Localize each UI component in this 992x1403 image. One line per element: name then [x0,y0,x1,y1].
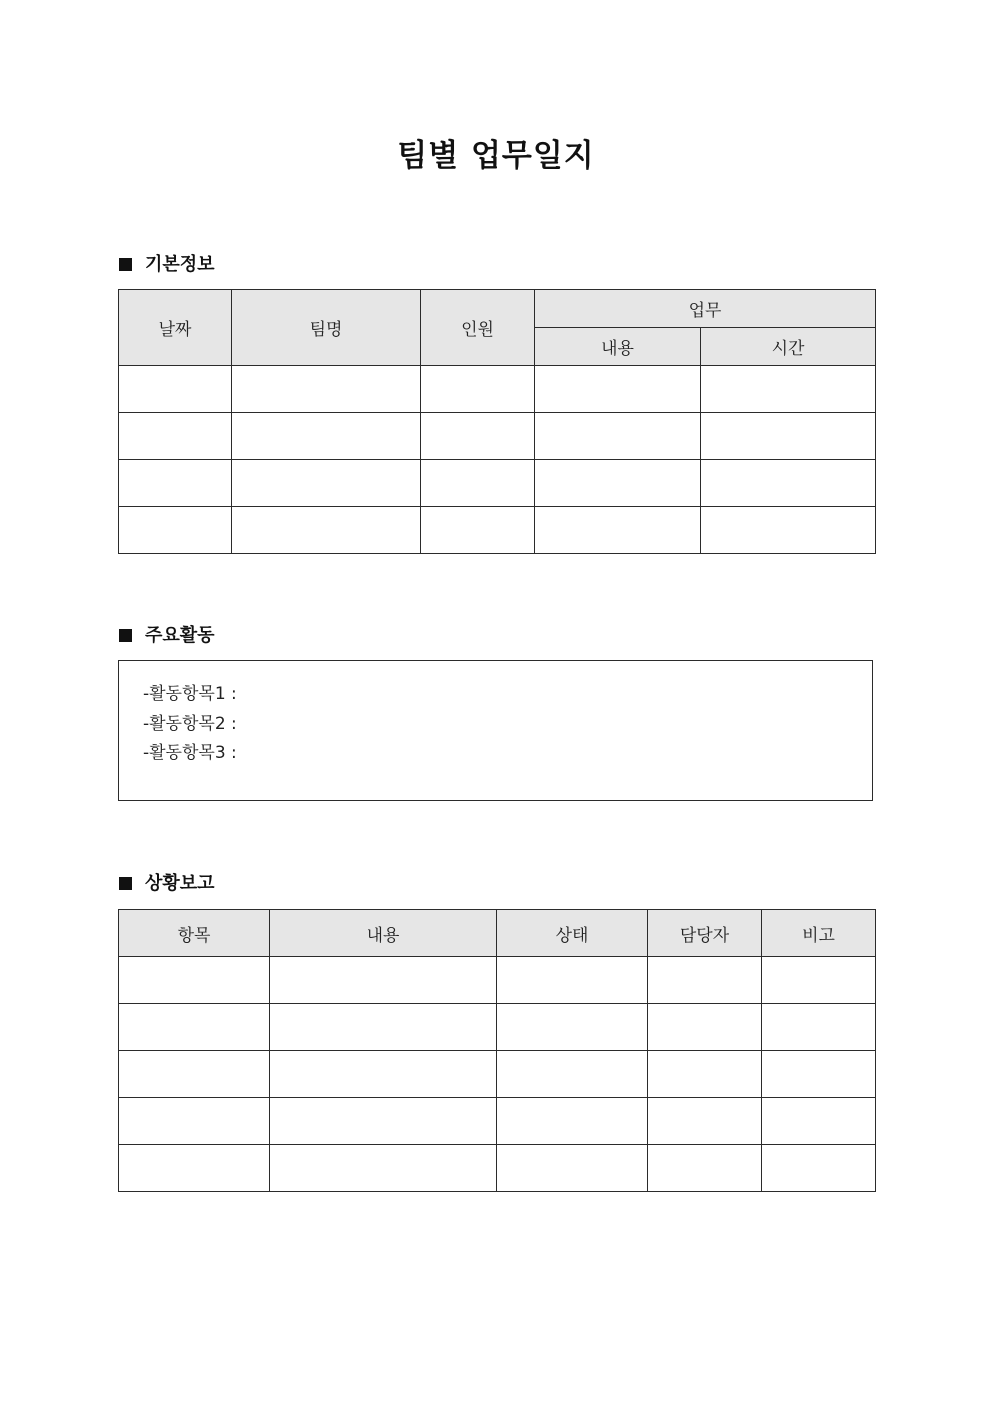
table-cell[interactable] [421,507,535,554]
table-cell[interactable] [648,1145,762,1192]
table-row [119,507,876,554]
table-row [119,366,876,413]
header-work-time: 시간 [701,328,876,366]
table-cell[interactable] [762,1004,876,1051]
table-cell[interactable] [497,957,648,1004]
header-work-content: 내용 [535,328,701,366]
status-report-table [118,909,876,1192]
header-team-name: 팀명 [232,290,421,366]
table-cell[interactable] [762,1051,876,1098]
table-row [119,1145,876,1192]
table-cell[interactable] [535,413,701,460]
section-heading-label: 기본정보 [145,254,215,275]
table-cell[interactable] [270,1098,497,1145]
header-personnel: 인원 [421,290,535,366]
table-cell[interactable] [421,460,535,507]
table-cell[interactable] [535,460,701,507]
square-bullet-icon [119,877,132,890]
activity-box [118,660,873,801]
table-row [119,413,876,460]
table-cell[interactable] [270,1051,497,1098]
table-row [119,957,876,1004]
table-cell[interactable] [232,507,421,554]
table-cell[interactable] [701,366,876,413]
table-cell[interactable] [701,460,876,507]
table-cell[interactable] [648,1051,762,1098]
table-cell[interactable] [119,957,270,1004]
table-cell[interactable] [762,957,876,1004]
table-cell[interactable] [535,507,701,554]
activity-list [119,661,872,769]
table-cell[interactable] [119,1051,270,1098]
table-cell[interactable] [119,1145,270,1192]
table-cell[interactable] [701,413,876,460]
table-cell[interactable] [497,1098,648,1145]
header-assignee: 담당자 [648,910,762,957]
square-bullet-icon [119,629,132,642]
table-row [119,460,876,507]
table-cell[interactable] [421,366,535,413]
table-cell[interactable] [535,366,701,413]
table-cell[interactable] [421,413,535,460]
table-cell[interactable] [762,1098,876,1145]
list-item: -활동항목3 : [143,743,237,763]
table-cell[interactable] [119,460,232,507]
list-item: -활동항목1 : [143,684,237,704]
section-heading-status-report [119,872,215,896]
header-remarks: 비고 [762,910,876,957]
table-cell[interactable] [119,413,232,460]
table-row [119,1051,876,1098]
table-cell[interactable] [270,1145,497,1192]
section-heading-main-activities [119,624,215,648]
section-heading-label: 상황보고 [145,873,215,894]
section-heading-basic-info [119,253,215,277]
header-content: 내용 [270,910,497,957]
table-cell[interactable] [497,1051,648,1098]
table-cell[interactable] [701,507,876,554]
table-row [119,1098,876,1145]
table-cell[interactable] [232,460,421,507]
table-cell[interactable] [232,413,421,460]
header-item: 항목 [119,910,270,957]
page-title: 팀별 업무일지 [397,138,595,174]
table-cell[interactable] [119,1098,270,1145]
header-date: 날짜 [119,290,232,366]
table-cell[interactable] [232,366,421,413]
header-status: 상태 [497,910,648,957]
table-cell[interactable] [119,366,232,413]
table-cell[interactable] [270,1004,497,1051]
table-cell[interactable] [648,957,762,1004]
table-cell[interactable] [119,1004,270,1051]
table-cell[interactable] [648,1098,762,1145]
header-work: 업무 [535,290,876,328]
table-cell[interactable] [497,1145,648,1192]
table-cell[interactable] [119,507,232,554]
basic-info-table [118,289,876,554]
table-row [119,1004,876,1051]
square-bullet-icon [119,258,132,271]
section-heading-label: 주요활동 [145,625,215,646]
table-cell[interactable] [762,1145,876,1192]
list-item: -활동항목2 : [143,713,237,734]
table-cell[interactable] [648,1004,762,1051]
table-cell[interactable] [497,1004,648,1051]
table-cell[interactable] [270,957,497,1004]
